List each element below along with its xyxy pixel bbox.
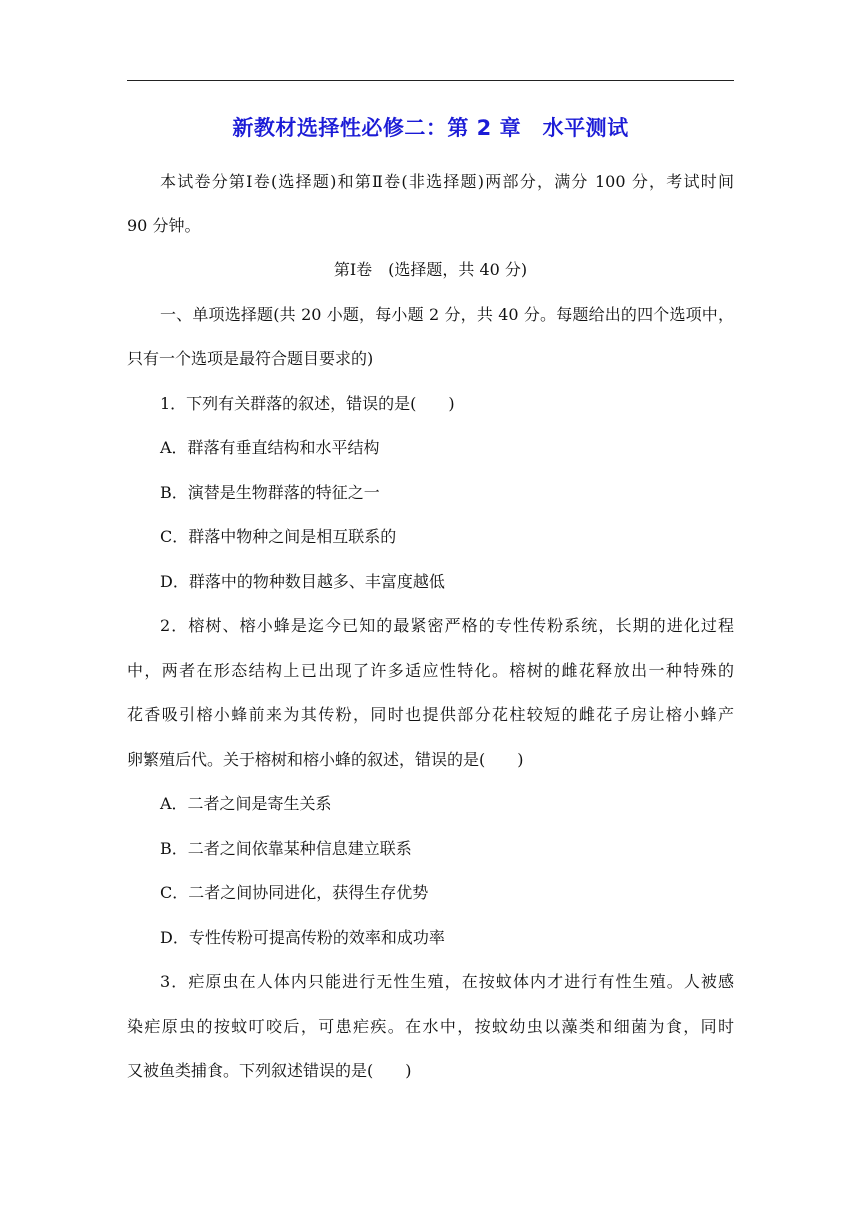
intro-line-2: 90 分钟。 [127,216,201,235]
question-1-option-c: C．群落中物种之间是相互联系的 [160,527,397,546]
question-1-option-d: D．群落中的物种数目越多、丰富度越低 [160,572,445,591]
question-3-stem-line-3: 又被鱼类捕食。下列叙述错误的是( ) [127,1061,412,1080]
question-2-stem-line-1: 2．榕树、榕小蜂是迄今已知的最紧密严格的专性传粉系统，长期的进化过程 [160,616,734,635]
question-2-option-b: B．二者之间依靠某种信息建立联系 [160,839,412,858]
header-rule [127,80,734,81]
question-3-stem-line-2: 染疟原虫的按蚊叮咬后，可患疟疾。在水中，按蚊幼虫以藻类和细菌为食，同时 [127,1017,734,1036]
question-2-option-a: A．二者之间是寄生关系 [160,794,332,813]
question-1-stem: 1．下列有关群落的叙述，错误的是( ) [160,394,455,413]
question-1-option-b: B．演替是生物群落的特征之一 [160,483,380,502]
question-3-stem-line-1: 3．疟原虫在人体内只能进行无性生殖，在按蚊体内才进行有性生殖。人被感 [160,972,734,991]
intro-line-1: 本试卷分第Ⅰ卷(选择题)和第Ⅱ卷(非选择题)两部分，满分 100 分，考试时间 [160,172,734,191]
instructions-line-2: 只有一个选项是最符合题目要求的) [127,349,374,368]
question-2-stem-line-2: 中，两者在形态结构上已出现了许多适应性特化。榕树的雌花释放出一种特殊的 [127,661,734,680]
question-2-option-c: C．二者之间协同进化，获得生存优势 [160,883,429,902]
question-2-stem-line-3: 花香吸引榕小蜂前来为其传粉，同时也提供部分花柱较短的雌花子房让榕小蜂产 [127,705,734,724]
question-2-option-d: D．专性传粉可提高传粉的效率和成功率 [160,928,445,947]
question-2-stem-line-4: 卵繁殖后代。关于榕树和榕小蜂的叙述，错误的是( ) [127,750,524,769]
section-heading: 第Ⅰ卷 (选择题，共 40 分) [333,260,528,279]
instructions-line-1: 一、单项选择题(共 20 小题，每小题 2 分，共 40 分。每题给出的四个选项中， [160,305,734,324]
question-1-option-a: A．群落有垂直结构和水平结构 [160,438,380,457]
page-title: 新教材选择性必修二：第 2 章 水平测试 [232,116,629,140]
